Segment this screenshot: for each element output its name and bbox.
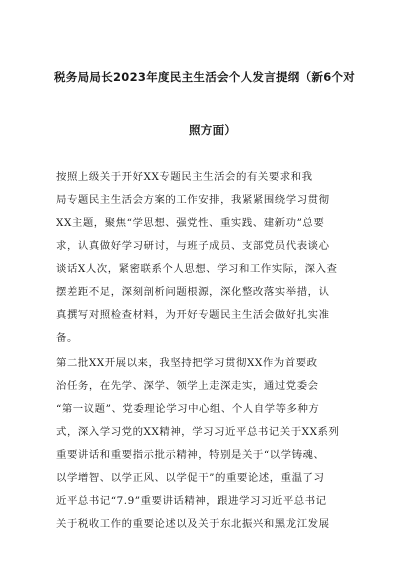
paragraph-line: 求，认真做好学习研讨，与班子成员、支部党员代表谈心: [56, 240, 330, 252]
paragraph-line: 真撰写对照检查材料，为开好专题民主生活会做好扎实准: [56, 309, 330, 321]
document-title-line-2: 照方面）: [189, 123, 237, 137]
document-title-line-1: 税务局局长2023年度民主生活会个人发言提纲（新6个对: [54, 70, 356, 84]
paragraph-line: 按照上级关于开好XX专题民主生活会的有关要求和我: [56, 171, 313, 183]
paragraph-line: 第二批XX开展以来，我坚持把学习贯彻XX作为首要政: [56, 357, 318, 369]
paragraph-line: 关于税收工作的重要论述以及关于东北振兴和黑龙江发展: [56, 518, 330, 530]
paragraph-line: 治任务，在先学、深学、领学上走深走实，通过党委会: [56, 380, 319, 392]
paragraph-line: 重要讲话和重要指示批示精神，特别是关于“以学铸魂、: [56, 449, 325, 461]
paragraph-line: 局专题民主生活会方案的工作安排，我紧紧围绕学习贯彻: [56, 194, 330, 206]
paragraph-line: 式，深入学习党的XX精神，学习习近平总书记关于XX系列: [56, 426, 340, 438]
paragraph-line: 摆差距不足，深刻剖析问题根源，深化整改落实举措，认: [56, 286, 330, 298]
paragraph-line: 谈话X人次，紧密联系个人思想、学习和工作实际，深入查: [56, 263, 338, 275]
paragraph-line: “第一议题”、党委理论学习中心组、个人自学等多种方: [56, 403, 320, 415]
paragraph-line: XX主题，聚焦“学思想、强党性、重实践、建新功”总要: [56, 217, 325, 229]
paragraph-line: 以学增智、以学正风、以学促干”的重要论述，重温了习: [56, 472, 325, 484]
paragraph-line: 备。: [56, 332, 78, 344]
paragraph-line: 近平总书记“7.9”重要讲话精神，跟进学习习近平总书记: [56, 495, 327, 507]
